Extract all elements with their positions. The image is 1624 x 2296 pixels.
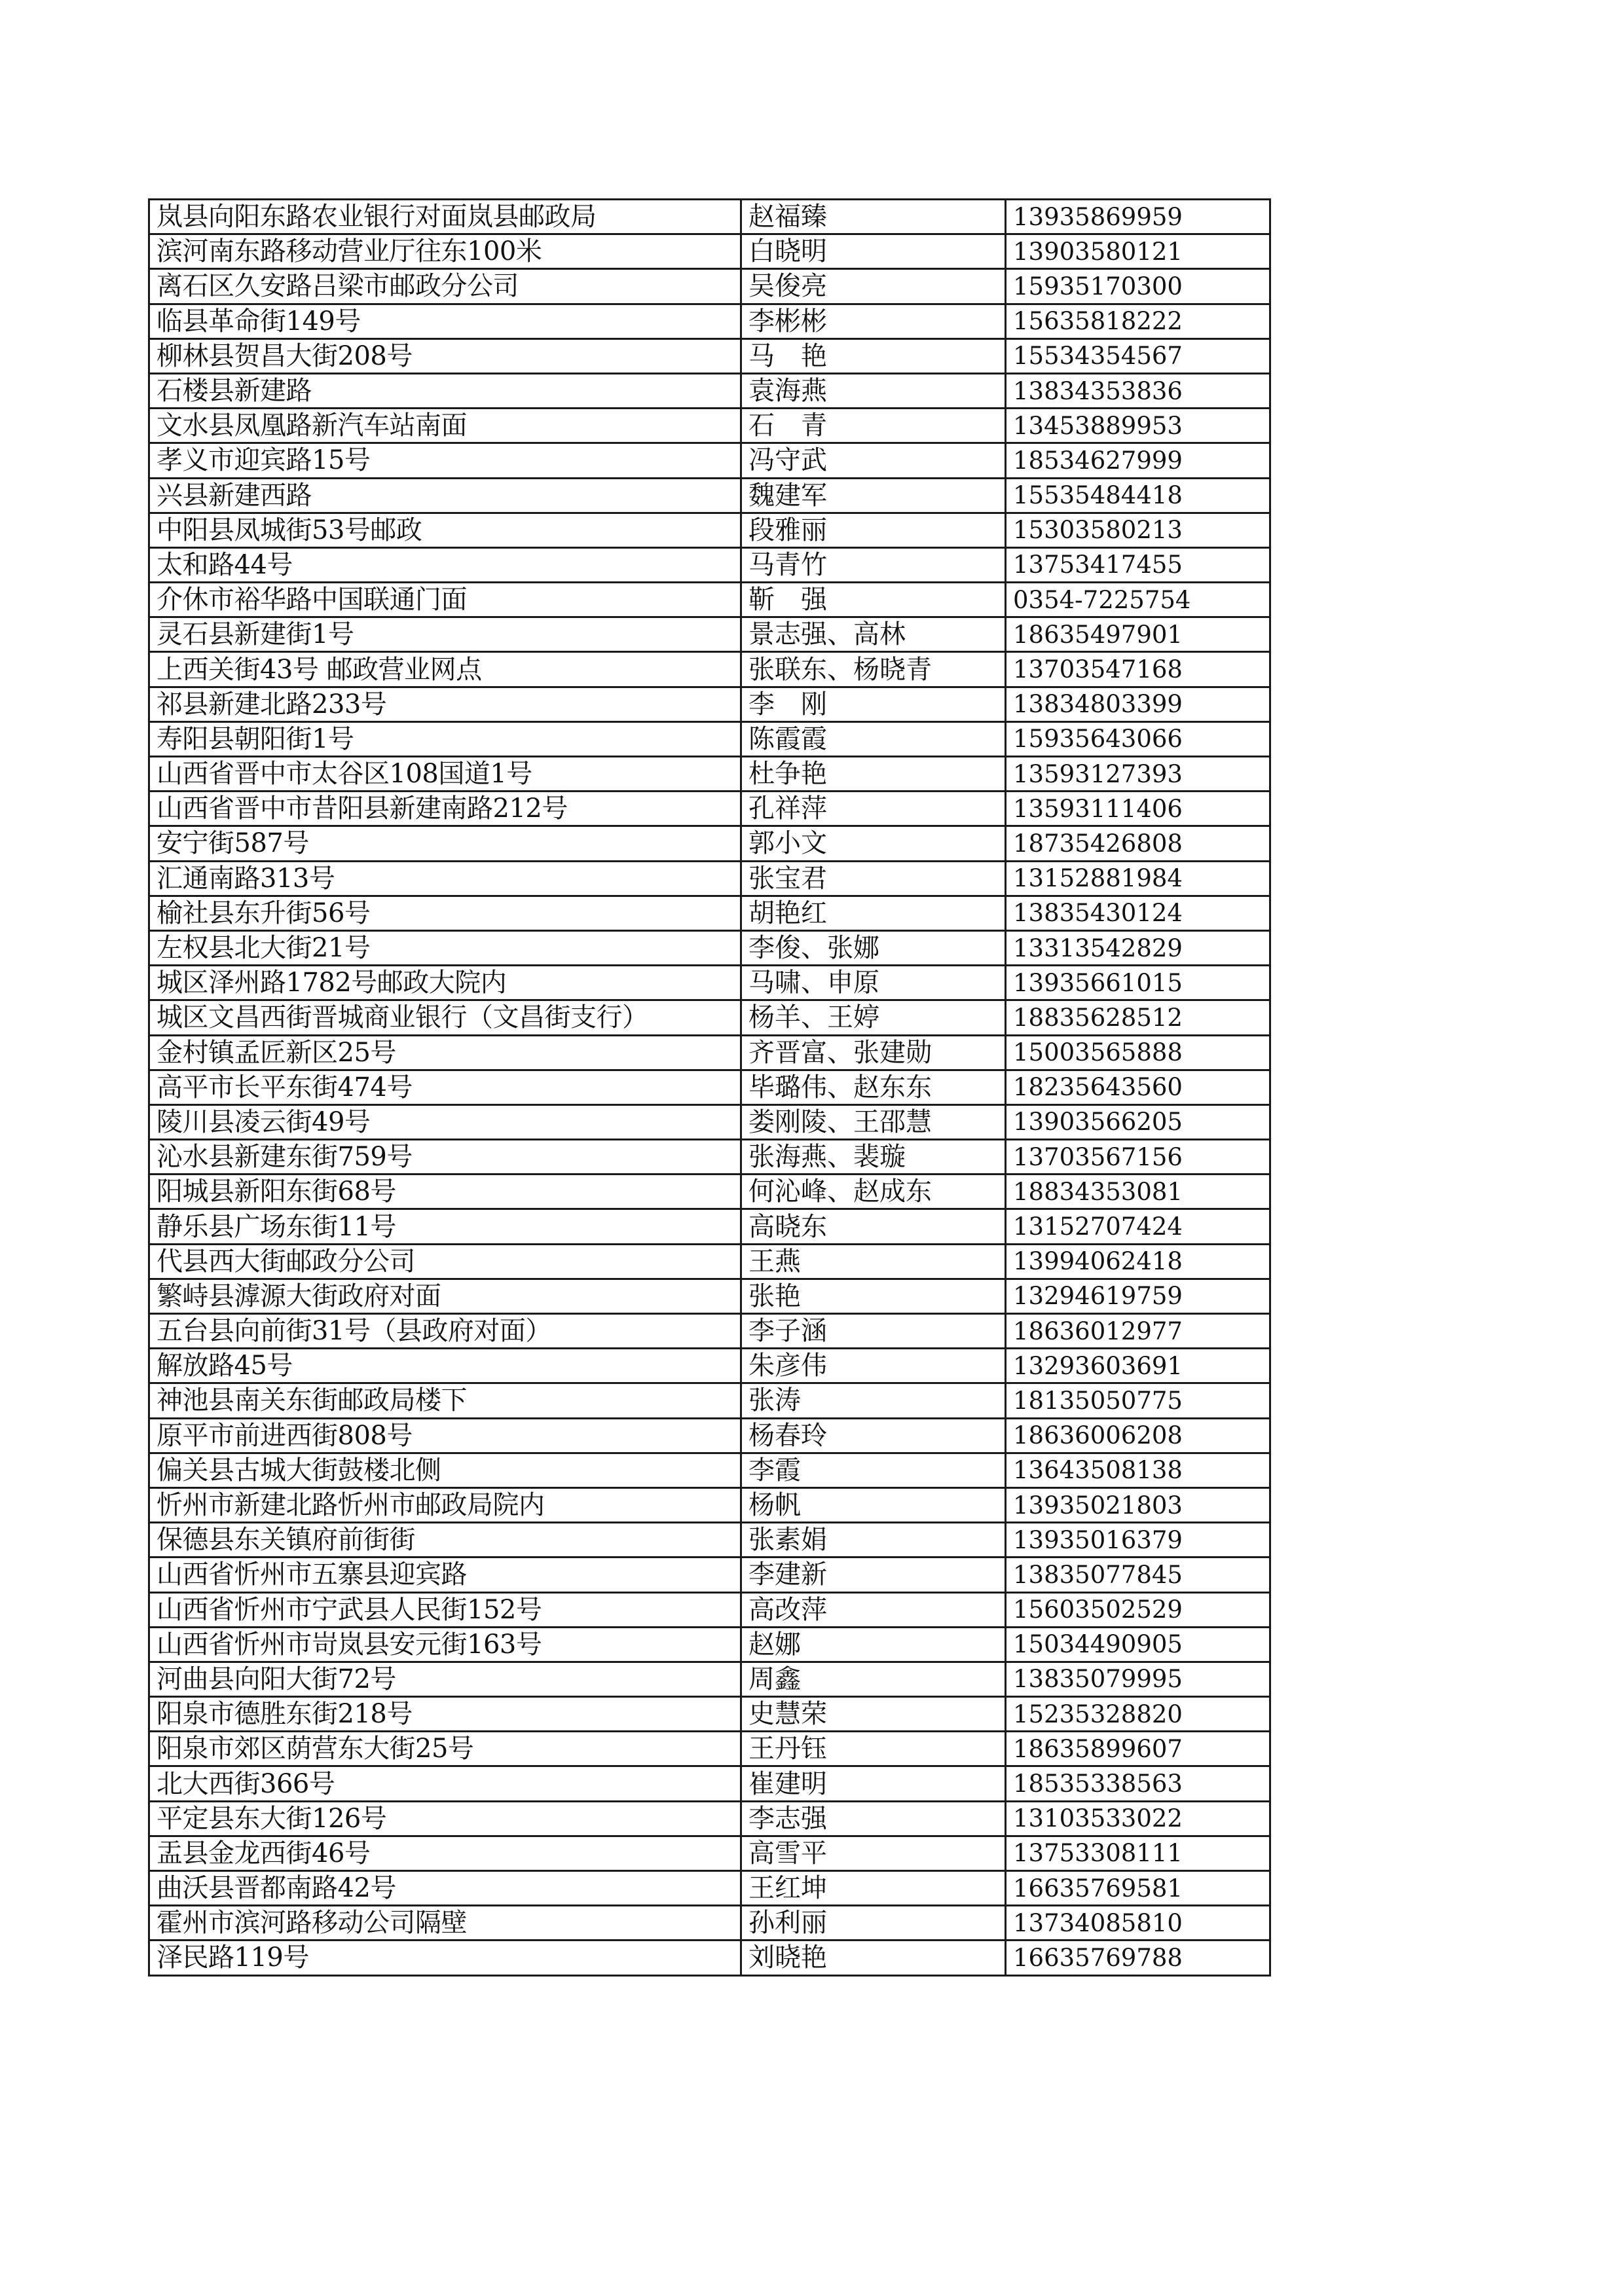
phone-cell[interactable]: 13753417455 <box>1006 547 1270 582</box>
phone-cell[interactable]: 18835628512 <box>1006 1000 1270 1035</box>
address-cell[interactable]: 静乐县广场东街11号 <box>149 1209 741 1244</box>
phone-cell[interactable]: 13734085810 <box>1006 1906 1270 1941</box>
contact-cell[interactable]: 陈霞霞 <box>741 721 1006 756</box>
contact-cell[interactable]: 孙利丽 <box>741 1906 1006 1941</box>
contact-cell[interactable]: 杨帆 <box>741 1487 1006 1522</box>
contact-cell[interactable]: 周鑫 <box>741 1662 1006 1696</box>
contact-cell[interactable]: 朱彦伟 <box>741 1349 1006 1383</box>
table-row <box>149 1383 1270 1418</box>
table-row <box>149 1662 1270 1696</box>
table-row <box>149 1000 1270 1035</box>
contact-cell[interactable]: 石 青 <box>741 409 1006 443</box>
table-row <box>149 1070 1270 1104</box>
phone-cell[interactable]: 13293603691 <box>1006 1349 1270 1383</box>
address-cell[interactable]: 山西省忻州市岢岚县安元街163号 <box>149 1627 741 1662</box>
address-cell[interactable]: 上西关街43号 邮政营业网点 <box>149 652 741 687</box>
address-cell[interactable]: 柳林县贺昌大街208号 <box>149 338 741 373</box>
address-cell[interactable]: 霍州市滨河路移动公司隔壁 <box>149 1906 741 1941</box>
address-cell[interactable]: 石楼县新建路 <box>149 373 741 408</box>
phone-cell[interactable]: 18834353081 <box>1006 1175 1270 1209</box>
contact-cell[interactable]: 崔建明 <box>741 1766 1006 1801</box>
table-row <box>149 826 1270 861</box>
phone-cell[interactable]: 13994062418 <box>1006 1244 1270 1279</box>
address-cell[interactable]: 沁水县新建东街759号 <box>149 1140 741 1175</box>
contact-cell[interactable]: 王红坤 <box>741 1871 1006 1906</box>
table-row <box>149 1801 1270 1836</box>
address-cell[interactable]: 滨河南东路移动营业厅往东100米 <box>149 234 741 269</box>
address-cell[interactable]: 神池县南关东街邮政局楼下 <box>149 1383 741 1418</box>
contact-cell[interactable]: 魏建军 <box>741 478 1006 513</box>
address-cell[interactable]: 中阳县凤城街53号邮政 <box>149 513 741 547</box>
table-row <box>149 1523 1270 1558</box>
address-cell[interactable]: 保德县东关镇府前街街 <box>149 1523 741 1558</box>
phone-cell[interactable]: 13935021803 <box>1006 1487 1270 1522</box>
address-cell[interactable]: 泽民路119号 <box>149 1941 741 1975</box>
phone-cell[interactable]: 15303580213 <box>1006 513 1270 547</box>
contact-cell[interactable]: 刘晓艳 <box>741 1941 1006 1975</box>
table-row <box>149 1836 1270 1870</box>
phone-cell[interactable]: 15635818222 <box>1006 304 1270 338</box>
phone-cell[interactable]: 13152707424 <box>1006 1209 1270 1244</box>
table-row <box>149 930 1270 965</box>
address-cell[interactable]: 金村镇孟匠新区25号 <box>149 1035 741 1070</box>
address-cell[interactable]: 阳城县新阳东街68号 <box>149 1175 741 1209</box>
address-cell[interactable]: 岚县向阳东路农业银行对面岚县邮政局 <box>149 200 741 234</box>
address-cell[interactable]: 河曲县向阳大街72号 <box>149 1662 741 1696</box>
contact-cell[interactable]: 张素娟 <box>741 1523 1006 1558</box>
phone-cell[interactable]: 18534627999 <box>1006 443 1270 478</box>
phone-cell[interactable]: 13903566205 <box>1006 1104 1270 1139</box>
address-cell[interactable]: 高平市长平东街474号 <box>149 1070 741 1104</box>
address-cell[interactable]: 原平市前进西街808号 <box>149 1418 741 1453</box>
address-cell[interactable]: 解放路45号 <box>149 1349 741 1383</box>
contact-cell[interactable]: 李子涵 <box>741 1314 1006 1349</box>
contact-cell[interactable]: 冯守武 <box>741 443 1006 478</box>
table-row <box>149 1418 1270 1453</box>
contact-cell[interactable]: 娄刚陵、王邵慧 <box>741 1104 1006 1139</box>
table-row <box>149 1314 1270 1349</box>
contact-cell[interactable]: 赵福臻 <box>741 200 1006 234</box>
table-row <box>149 1558 1270 1592</box>
address-cell[interactable]: 介休市裕华路中国联通门面 <box>149 583 741 617</box>
address-cell[interactable]: 孝义市迎宾路15号 <box>149 443 741 478</box>
address-cell[interactable]: 平定县东大街126号 <box>149 1801 741 1836</box>
phone-cell[interactable]: 13593111406 <box>1006 792 1270 826</box>
contact-cell[interactable]: 马 艳 <box>741 338 1006 373</box>
phone-cell[interactable]: 13835079995 <box>1006 1662 1270 1696</box>
phone-cell[interactable]: 18235643560 <box>1006 1070 1270 1104</box>
spreadsheet-page <box>148 198 1269 1977</box>
phone-cell[interactable]: 18635899607 <box>1006 1732 1270 1766</box>
contact-cell[interactable]: 高晓东 <box>741 1209 1006 1244</box>
table-row <box>149 1209 1270 1244</box>
phone-cell[interactable]: 15603502529 <box>1006 1592 1270 1627</box>
phone-cell[interactable]: 15235328820 <box>1006 1697 1270 1732</box>
table-row <box>149 1871 1270 1906</box>
phone-cell[interactable]: 15935170300 <box>1006 269 1270 304</box>
phone-cell[interactable]: 15003565888 <box>1006 1035 1270 1070</box>
address-cell[interactable]: 左权县北大街21号 <box>149 930 741 965</box>
phone-cell[interactable]: 13935869959 <box>1006 200 1270 234</box>
phone-cell[interactable]: 18135050775 <box>1006 1383 1270 1418</box>
table-row <box>149 896 1270 930</box>
table-row <box>149 1035 1270 1070</box>
contact-cell[interactable]: 高改萍 <box>741 1592 1006 1627</box>
phone-cell[interactable]: 18735426808 <box>1006 826 1270 861</box>
address-cell[interactable]: 离石区久安路吕梁市邮政分公司 <box>149 269 741 304</box>
phone-cell[interactable]: 15034490905 <box>1006 1627 1270 1662</box>
table-row <box>149 304 1270 338</box>
phone-cell[interactable]: 18535338563 <box>1006 1766 1270 1801</box>
phone-cell[interactable]: 16635769581 <box>1006 1871 1270 1906</box>
contact-cell[interactable]: 李霞 <box>741 1453 1006 1487</box>
address-cell[interactable]: 繁峙县滹源大街政府对面 <box>149 1279 741 1313</box>
table-row <box>149 1941 1270 1975</box>
phone-cell[interactable]: 13643508138 <box>1006 1453 1270 1487</box>
address-cell[interactable]: 祁县新建北路233号 <box>149 687 741 721</box>
address-cell[interactable]: 榆社县东升街56号 <box>149 896 741 930</box>
contact-cell[interactable]: 史慧荣 <box>741 1697 1006 1732</box>
table-row <box>149 1104 1270 1139</box>
table-row <box>149 409 1270 443</box>
contact-cell[interactable]: 景志强、高林 <box>741 617 1006 652</box>
contact-cell[interactable]: 王丹钰 <box>741 1732 1006 1766</box>
contact-cell[interactable]: 袁海燕 <box>741 373 1006 408</box>
address-cell[interactable]: 寿阳县朝阳街1号 <box>149 721 741 756</box>
phone-cell[interactable]: 18635497901 <box>1006 617 1270 652</box>
contact-cell[interactable]: 毕璐伟、赵东东 <box>741 1070 1006 1104</box>
contact-cell[interactable]: 李建新 <box>741 1558 1006 1592</box>
address-cell[interactable]: 代县西大街邮政分公司 <box>149 1244 741 1279</box>
table-row <box>149 1349 1270 1383</box>
phone-cell[interactable]: 13313542829 <box>1006 930 1270 965</box>
table-row <box>149 338 1270 373</box>
address-cell[interactable]: 山西省晋中市昔阳县新建南路212号 <box>149 792 741 826</box>
address-cell[interactable]: 山西省晋中市太谷区108国道1号 <box>149 757 741 792</box>
contact-cell[interactable]: 杨羊、王婷 <box>741 1000 1006 1035</box>
address-cell[interactable]: 灵石县新建街1号 <box>149 617 741 652</box>
table-row <box>149 1906 1270 1941</box>
phone-cell[interactable]: 13453889953 <box>1006 409 1270 443</box>
table-row <box>149 757 1270 792</box>
table-row <box>149 652 1270 687</box>
table-row <box>149 1175 1270 1209</box>
table-row <box>149 234 1270 269</box>
address-cell[interactable]: 忻州市新建北路忻州市邮政局院内 <box>149 1487 741 1522</box>
address-cell[interactable]: 曲沃县晋都南路42号 <box>149 1871 741 1906</box>
phone-cell[interactable]: 15534354567 <box>1006 338 1270 373</box>
contact-cell[interactable]: 胡艳红 <box>741 896 1006 930</box>
table-row <box>149 966 1270 1000</box>
contact-cell[interactable]: 张涛 <box>741 1383 1006 1418</box>
table-row <box>149 1279 1270 1313</box>
table-body <box>149 200 1270 1976</box>
table-row <box>149 1697 1270 1732</box>
phone-cell[interactable]: 13294619759 <box>1006 1279 1270 1313</box>
phone-cell[interactable]: 13593127393 <box>1006 757 1270 792</box>
address-cell[interactable]: 城区文昌西街晋城商业银行（文昌街支行） <box>149 1000 741 1035</box>
phone-cell[interactable]: 15935643066 <box>1006 721 1270 756</box>
address-cell[interactable]: 安宁街587号 <box>149 826 741 861</box>
phone-cell[interactable]: 13834353836 <box>1006 373 1270 408</box>
phone-cell[interactable]: 13935661015 <box>1006 966 1270 1000</box>
phone-cell[interactable]: 16635769788 <box>1006 1941 1270 1975</box>
contact-cell[interactable]: 靳 强 <box>741 583 1006 617</box>
contact-cell[interactable]: 张艳 <box>741 1279 1006 1313</box>
contact-cell[interactable]: 郭小文 <box>741 826 1006 861</box>
phone-cell[interactable]: 13103533022 <box>1006 1801 1270 1836</box>
address-cell[interactable]: 盂县金龙西街46号 <box>149 1836 741 1870</box>
phone-cell[interactable]: 0354-7225754 <box>1006 583 1270 617</box>
address-cell[interactable]: 汇通南路313号 <box>149 861 741 896</box>
contact-cell[interactable]: 齐晋富、张建勋 <box>741 1035 1006 1070</box>
table-row <box>149 478 1270 513</box>
contact-cell[interactable]: 杨春玲 <box>741 1418 1006 1453</box>
contact-cell[interactable]: 李俊、张娜 <box>741 930 1006 965</box>
contact-cell[interactable]: 马青竹 <box>741 547 1006 582</box>
table-row <box>149 1732 1270 1766</box>
contact-cell[interactable]: 何沁峰、赵成东 <box>741 1175 1006 1209</box>
table-row <box>149 792 1270 826</box>
table-row <box>149 1140 1270 1175</box>
phone-cell[interactable]: 13703547168 <box>1006 652 1270 687</box>
contact-cell[interactable]: 高雪平 <box>741 1836 1006 1870</box>
table-row <box>149 269 1270 304</box>
table-row <box>149 1592 1270 1627</box>
address-cell[interactable]: 山西省忻州市五寨县迎宾路 <box>149 1558 741 1592</box>
table-row <box>149 373 1270 408</box>
phone-cell[interactable]: 13835430124 <box>1006 896 1270 930</box>
table-row <box>149 1453 1270 1487</box>
table-row <box>149 443 1270 478</box>
address-cell[interactable]: 五台县向前街31号（县政府对面） <box>149 1314 741 1349</box>
table-row <box>149 687 1270 721</box>
table-row <box>149 721 1270 756</box>
contact-cell[interactable]: 李 刚 <box>741 687 1006 721</box>
address-cell[interactable]: 北大西街366号 <box>149 1766 741 1801</box>
phone-cell[interactable]: 18636012977 <box>1006 1314 1270 1349</box>
address-cell[interactable]: 兴县新建西路 <box>149 478 741 513</box>
table-row <box>149 1766 1270 1801</box>
phone-cell[interactable]: 13152881984 <box>1006 861 1270 896</box>
table-row <box>149 617 1270 652</box>
table-row <box>149 200 1270 234</box>
address-cell[interactable]: 阳泉市郊区荫营东大街25号 <box>149 1732 741 1766</box>
table-row <box>149 861 1270 896</box>
contact-cell[interactable]: 张联东、杨晓青 <box>741 652 1006 687</box>
contact-cell[interactable]: 段雅丽 <box>741 513 1006 547</box>
contact-table <box>148 198 1271 1977</box>
address-cell[interactable]: 太和路44号 <box>149 547 741 582</box>
address-cell[interactable]: 山西省忻州市宁武县人民街152号 <box>149 1592 741 1627</box>
contact-cell[interactable]: 李志强 <box>741 1801 1006 1836</box>
contact-cell[interactable]: 王燕 <box>741 1244 1006 1279</box>
address-cell[interactable]: 文水县凤凰路新汽车站南面 <box>149 409 741 443</box>
contact-cell[interactable]: 白晓明 <box>741 234 1006 269</box>
table-row <box>149 583 1270 617</box>
address-cell[interactable]: 偏关县古城大街鼓楼北侧 <box>149 1453 741 1487</box>
contact-cell[interactable]: 张海燕、裴璇 <box>741 1140 1006 1175</box>
table-row <box>149 1487 1270 1522</box>
contact-cell[interactable]: 吴俊亮 <box>741 269 1006 304</box>
contact-cell[interactable]: 马啸、申原 <box>741 966 1006 1000</box>
table-row <box>149 547 1270 582</box>
table-row <box>149 1627 1270 1662</box>
phone-cell[interactable]: 13903580121 <box>1006 234 1270 269</box>
phone-cell[interactable]: 13835077845 <box>1006 1558 1270 1592</box>
address-cell[interactable]: 临县革命街149号 <box>149 304 741 338</box>
phone-cell[interactable]: 15535484418 <box>1006 478 1270 513</box>
address-cell[interactable]: 陵川县凌云街49号 <box>149 1104 741 1139</box>
contact-cell[interactable]: 孔祥萍 <box>741 792 1006 826</box>
address-cell[interactable]: 城区泽州路1782号邮政大院内 <box>149 966 741 1000</box>
phone-cell[interactable]: 13834803399 <box>1006 687 1270 721</box>
address-cell[interactable]: 阳泉市德胜东街218号 <box>149 1697 741 1732</box>
contact-cell[interactable]: 赵娜 <box>741 1627 1006 1662</box>
phone-cell[interactable]: 13935016379 <box>1006 1523 1270 1558</box>
contact-cell[interactable]: 杜争艳 <box>741 757 1006 792</box>
phone-cell[interactable]: 13703567156 <box>1006 1140 1270 1175</box>
table-row <box>149 513 1270 547</box>
phone-cell[interactable]: 13753308111 <box>1006 1836 1270 1870</box>
contact-cell[interactable]: 张宝君 <box>741 861 1006 896</box>
phone-cell[interactable]: 18636006208 <box>1006 1418 1270 1453</box>
contact-cell[interactable]: 李彬彬 <box>741 304 1006 338</box>
table-row <box>149 1244 1270 1279</box>
